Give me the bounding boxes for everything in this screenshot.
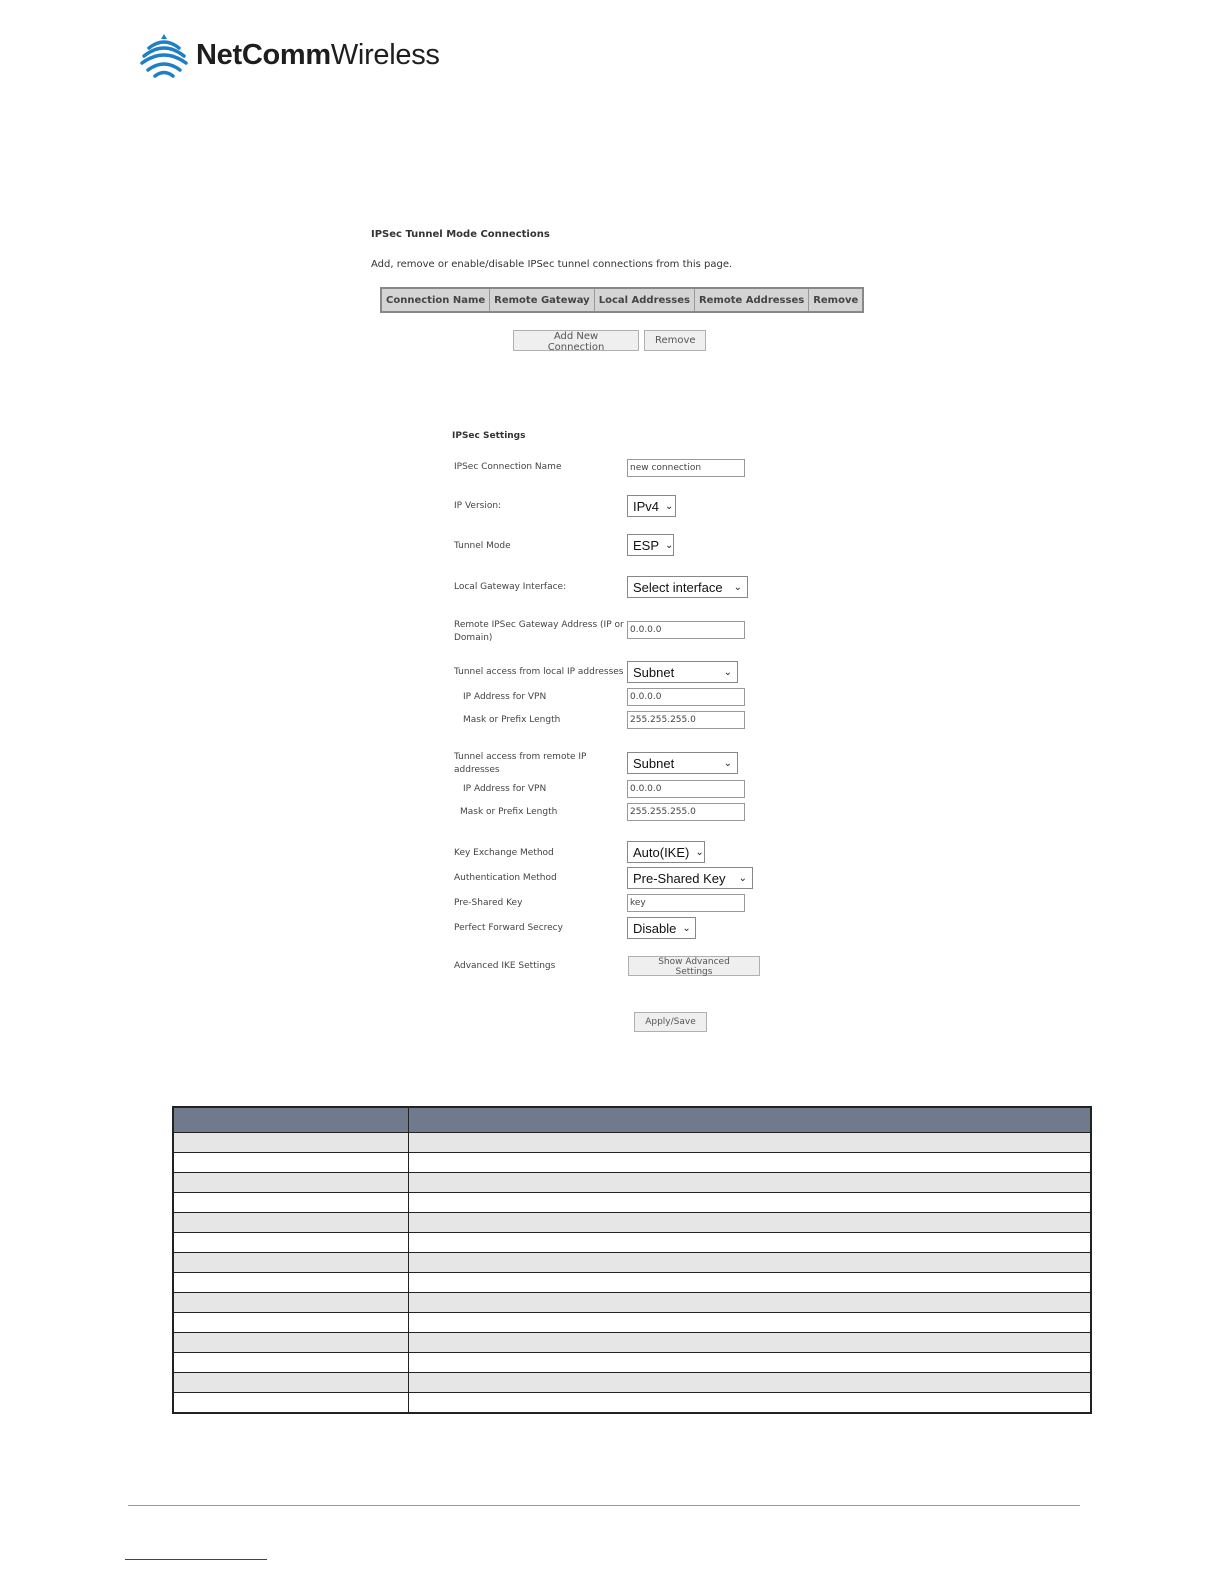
chevron-down-icon: ⌄: [682, 922, 691, 934]
table-cell: [173, 1353, 409, 1373]
table-cell: [173, 1213, 409, 1233]
remote-mask-label: Mask or Prefix Length: [460, 807, 558, 817]
column-header-remote-gateway: Remote Gateway: [490, 288, 595, 312]
table-row: [173, 1313, 1091, 1333]
column-header-local-addresses: Local Addresses: [594, 288, 694, 312]
table-cell: [409, 1393, 1092, 1414]
local-ip-label: IP Address for VPN: [463, 692, 547, 702]
table-row: [173, 1333, 1091, 1353]
remote-ip-label: IP Address for VPN: [463, 784, 547, 794]
auth-method-label: Authentication Method: [454, 873, 557, 883]
local-gateway-label: Local Gateway Interface:: [454, 582, 567, 592]
tunnel-mode-value: ESP: [633, 537, 660, 553]
remote-access-label-line1: Tunnel access from remote IP: [454, 752, 587, 762]
table-cell: [409, 1353, 1092, 1373]
chevron-down-icon: ⌄: [723, 757, 732, 769]
table-cell: [409, 1333, 1092, 1353]
table-cell: [409, 1233, 1092, 1253]
remote-access-value: Subnet: [633, 755, 675, 771]
table-cell: [409, 1293, 1092, 1313]
show-advanced-settings-button[interactable]: Show Advanced Settings: [628, 956, 760, 976]
remote-gateway-label-line1: Remote IPSec Gateway Address (IP or: [454, 620, 624, 630]
tunnel-mode-label: Tunnel Mode: [454, 541, 511, 551]
local-access-select[interactable]: [627, 661, 738, 683]
table-cell: [409, 1253, 1092, 1273]
table-cell: [409, 1173, 1092, 1193]
remote-ip-input[interactable]: [627, 780, 745, 798]
table-row: [173, 1293, 1091, 1313]
remote-mask-input[interactable]: [627, 803, 745, 821]
table-cell: [409, 1373, 1092, 1393]
chevron-down-icon: ⌄: [665, 539, 674, 551]
table-row: [173, 1253, 1091, 1273]
column-header-remove: Remove: [809, 288, 864, 312]
psk-label: Pre-Shared Key: [454, 898, 523, 908]
local-mask-input[interactable]: [627, 711, 745, 729]
local-access-label: Tunnel access from local IP addresses: [454, 667, 624, 677]
table-row: [173, 1373, 1091, 1393]
table-cell: [409, 1133, 1092, 1153]
local-gateway-select[interactable]: [627, 576, 748, 598]
footer-divider: [128, 1505, 1080, 1506]
table-cell: [409, 1213, 1092, 1233]
wifi-signal-icon: [140, 32, 188, 78]
remote-gateway-label: [454, 619, 624, 645]
local-mask-label: Mask or Prefix Length: [463, 715, 561, 725]
pfs-value: Disable: [633, 920, 677, 936]
table-row: [173, 1273, 1091, 1293]
ip-version-label: IP Version:: [454, 501, 502, 511]
pfs-label: Perfect Forward Secrecy: [454, 923, 563, 933]
local-gateway-value: Select interface: [633, 579, 723, 595]
table-header-cell: [409, 1107, 1092, 1133]
remote-access-label: [454, 751, 586, 773]
connections-description: Add, remove or enable/disable IPSec tunnel connections from this page.: [371, 259, 733, 270]
table-cell: [173, 1333, 409, 1353]
table-header-row: [173, 1107, 1091, 1133]
chevron-down-icon: ⌄: [695, 846, 704, 858]
table-cell: [173, 1253, 409, 1273]
footer-link-underline[interactable]: [125, 1559, 267, 1560]
table-header-cell: [173, 1107, 409, 1133]
brand-name: NetCommWireless: [196, 38, 440, 71]
chevron-down-icon: ⌄: [733, 581, 742, 593]
table-cell: [409, 1313, 1092, 1333]
table-cell: [173, 1293, 409, 1313]
table-cell: [173, 1173, 409, 1193]
chevron-down-icon: ⌄: [665, 500, 674, 512]
column-header-remote-addresses: Remote Addresses: [694, 288, 808, 312]
chevron-down-icon: ⌄: [723, 666, 732, 678]
description-table: [172, 1106, 1092, 1414]
table-row: [173, 1133, 1091, 1153]
remote-access-label-line2: addresses: [454, 765, 500, 773]
connections-title: IPSec Tunnel Mode Connections: [371, 229, 550, 240]
advanced-ike-label: Advanced IKE Settings: [454, 961, 556, 971]
settings-title: IPSec Settings: [452, 431, 526, 441]
table-row: [173, 1233, 1091, 1253]
table-cell: [173, 1393, 409, 1414]
table-cell: [409, 1153, 1092, 1173]
table-row: [173, 1193, 1091, 1213]
key-exchange-select[interactable]: [627, 841, 705, 863]
psk-input[interactable]: [627, 894, 745, 912]
auth-method-select[interactable]: [627, 867, 753, 889]
key-exchange-value: Auto(IKE): [633, 844, 690, 860]
table-cell: [173, 1233, 409, 1253]
table-cell: [173, 1153, 409, 1173]
table-cell: [173, 1373, 409, 1393]
tunnel-mode-select[interactable]: [627, 534, 674, 556]
connection-name-label: IPSec Connection Name: [454, 462, 562, 472]
connections-table: [380, 287, 864, 313]
table-cell: [173, 1273, 409, 1293]
table-row: [173, 1153, 1091, 1173]
table-row: [173, 1393, 1091, 1414]
table-cell: [409, 1193, 1092, 1213]
chevron-down-icon: ⌄: [738, 872, 747, 884]
add-new-connection-button[interactable]: Add New Connection: [513, 330, 639, 351]
table-cell: [173, 1193, 409, 1213]
remote-gateway-input[interactable]: [627, 621, 745, 639]
column-header-connection-name: Connection Name: [381, 288, 490, 312]
table-cell: [173, 1133, 409, 1153]
apply-save-button[interactable]: Apply/Save: [634, 1012, 707, 1032]
remove-button[interactable]: Remove: [644, 330, 706, 351]
table-cell: [173, 1313, 409, 1333]
table-row: [173, 1173, 1091, 1193]
pfs-select[interactable]: [627, 917, 696, 939]
remote-gateway-label-line2: Domain): [454, 633, 493, 643]
local-access-value: Subnet: [633, 664, 675, 680]
auth-method-value: Pre-Shared Key: [633, 870, 726, 886]
ip-version-select[interactable]: [627, 495, 676, 517]
table-row: [173, 1213, 1091, 1233]
remote-access-select[interactable]: [627, 752, 738, 774]
ip-version-value: IPv4: [633, 498, 660, 514]
table-row: [173, 1353, 1091, 1373]
local-ip-input[interactable]: [627, 688, 745, 706]
connection-name-input[interactable]: [627, 459, 745, 477]
table-cell: [409, 1273, 1092, 1293]
key-exchange-label: Key Exchange Method: [454, 848, 554, 858]
netcomm-logo: [140, 32, 440, 78]
